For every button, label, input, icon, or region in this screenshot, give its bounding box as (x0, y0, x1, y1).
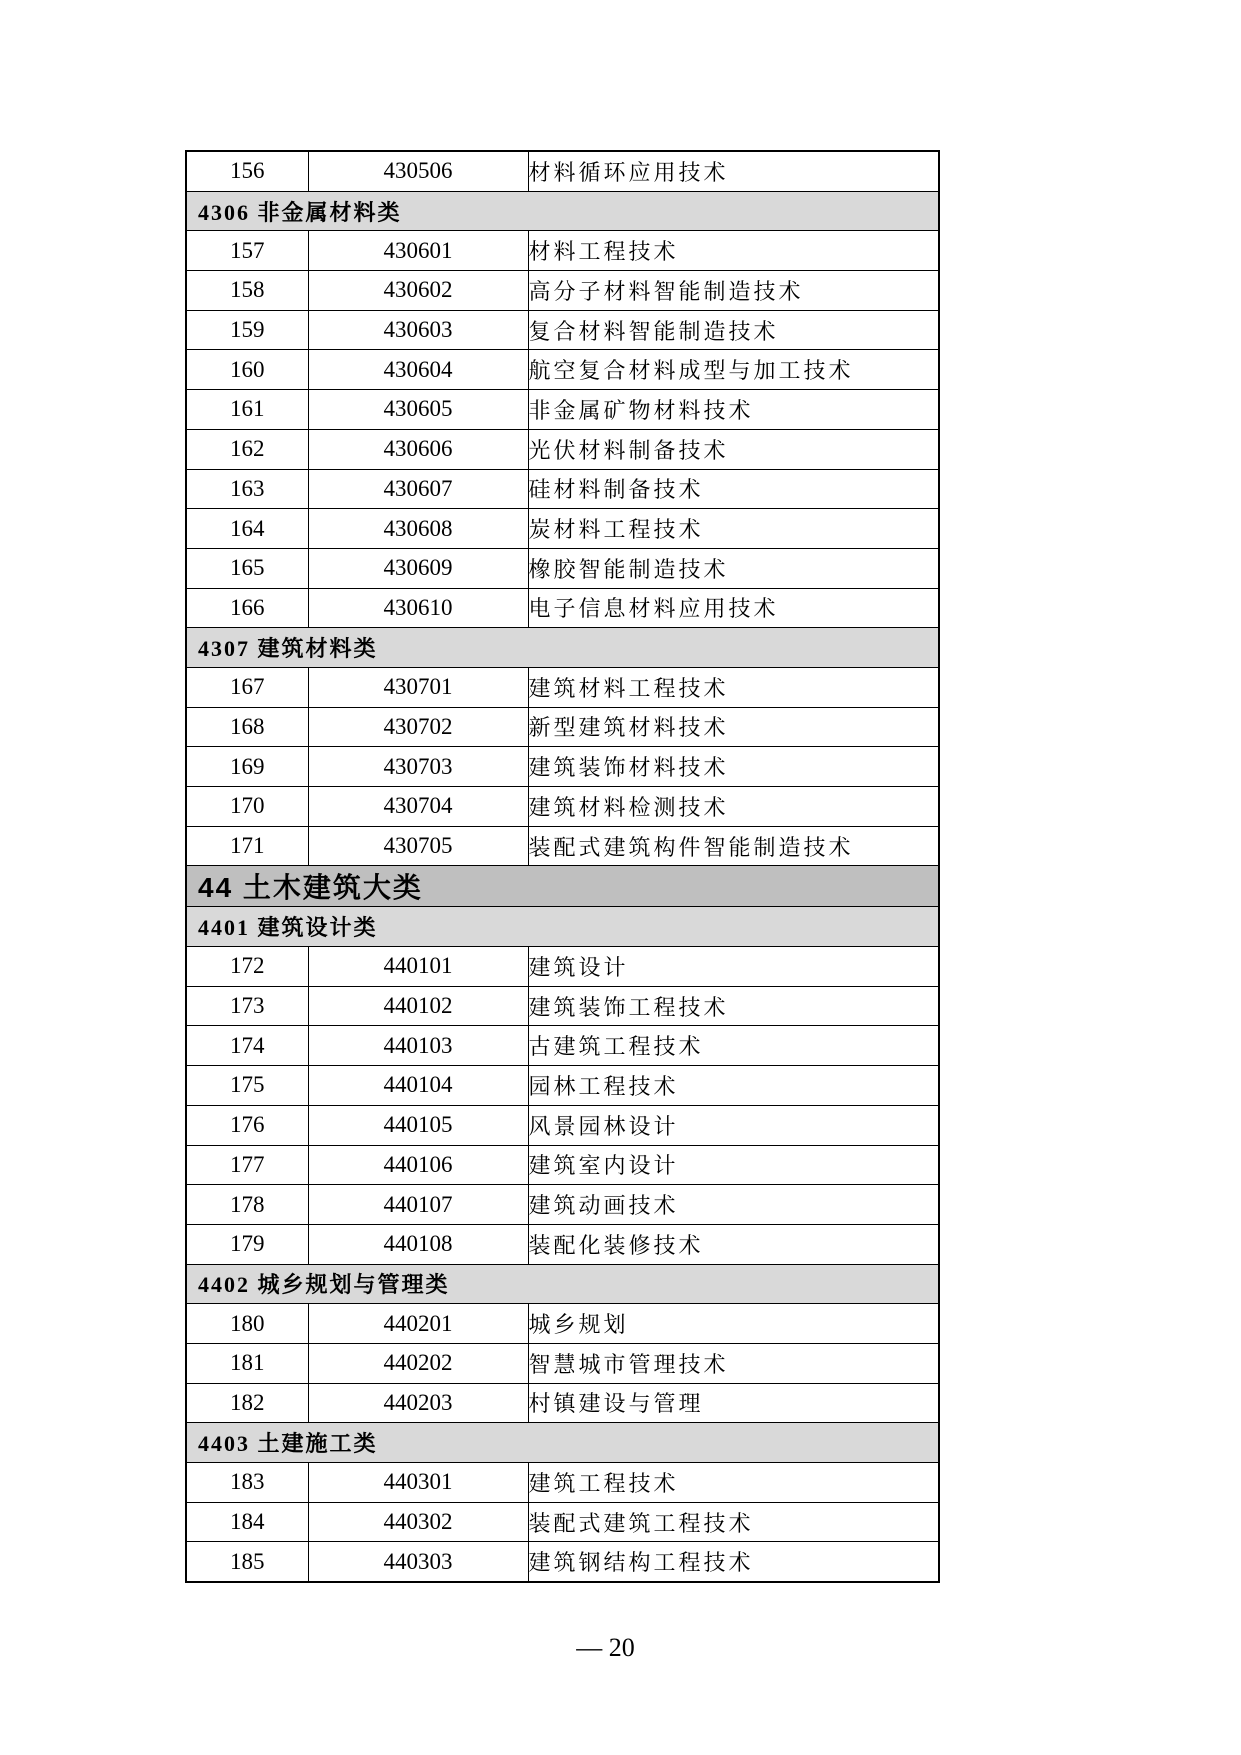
subclass-header-row (186, 628, 939, 668)
row-seq-cell: 172 (186, 947, 308, 987)
row-name-cell: 建筑动画技术 (528, 1185, 939, 1225)
row-code-cell: 440104 (308, 1066, 528, 1106)
row-name-cell: 村镇建设与管理 (528, 1383, 939, 1423)
subclass-header-label: 4306 非金属材料类 (186, 191, 939, 231)
row-name-cell: 城乡规划 (528, 1304, 939, 1344)
row-seq-cell: 171 (186, 826, 308, 866)
row-seq-cell: 163 (186, 469, 308, 509)
table-row (186, 1383, 939, 1423)
table-row (186, 1066, 939, 1106)
row-seq-cell: 173 (186, 986, 308, 1026)
row-code-cell: 440108 (308, 1224, 528, 1264)
row-name-cell: 建筑材料工程技术 (528, 667, 939, 707)
row-code-cell: 440101 (308, 947, 528, 987)
row-name-cell: 建筑设计 (528, 947, 939, 987)
table-body (186, 151, 939, 1582)
row-name-cell: 硅材料制备技术 (528, 469, 939, 509)
row-name-cell: 橡胶智能制造技术 (528, 548, 939, 588)
row-name-cell: 建筑钢结构工程技术 (528, 1542, 939, 1582)
row-code-cell: 430607 (308, 469, 528, 509)
table-row (186, 707, 939, 747)
row-seq-cell: 178 (186, 1185, 308, 1225)
row-seq-cell: 169 (186, 747, 308, 787)
row-name-cell: 高分子材料智能制造技术 (528, 271, 939, 311)
row-name-cell: 非金属矿物材料技术 (528, 390, 939, 430)
row-name-cell: 装配式建筑构件智能制造技术 (528, 826, 939, 866)
major-codes-table (185, 150, 940, 1583)
row-name-cell: 光伏材料制备技术 (528, 429, 939, 469)
row-seq-cell: 181 (186, 1343, 308, 1383)
table-row (186, 947, 939, 987)
row-name-cell: 炭材料工程技术 (528, 509, 939, 549)
row-code-cell: 430605 (308, 390, 528, 430)
subclass-header-label: 4402 城乡规划与管理类 (186, 1264, 939, 1304)
row-seq-cell: 174 (186, 1026, 308, 1066)
table-row (186, 1145, 939, 1185)
row-seq-cell: 157 (186, 231, 308, 271)
row-seq-cell: 168 (186, 707, 308, 747)
table-row (186, 1105, 939, 1145)
row-code-cell: 430702 (308, 707, 528, 747)
table-row (186, 469, 939, 509)
row-seq-cell: 158 (186, 271, 308, 311)
table-row (186, 1343, 939, 1383)
row-code-cell: 430704 (308, 787, 528, 827)
row-seq-cell: 183 (186, 1463, 308, 1503)
table-row (186, 310, 939, 350)
table-row (186, 1185, 939, 1225)
class-header-row (186, 866, 939, 907)
row-seq-cell: 167 (186, 667, 308, 707)
row-code-cell: 440302 (308, 1502, 528, 1542)
row-code-cell: 430506 (308, 151, 528, 191)
row-seq-cell: 159 (186, 310, 308, 350)
table-row (186, 667, 939, 707)
subclass-header-row (186, 1264, 939, 1304)
page-number: — 20 (576, 1633, 635, 1662)
table-row (186, 390, 939, 430)
table-row (186, 826, 939, 866)
table-row (186, 1224, 939, 1264)
table-row (186, 588, 939, 628)
row-seq-cell: 162 (186, 429, 308, 469)
row-code-cell: 440106 (308, 1145, 528, 1185)
table-row (186, 986, 939, 1026)
class-header-label: 44 土木建筑大类 (186, 866, 939, 907)
row-name-cell: 风景园林设计 (528, 1105, 939, 1145)
row-code-cell: 430608 (308, 509, 528, 549)
row-seq-cell: 179 (186, 1224, 308, 1264)
table-row (186, 1304, 939, 1344)
row-seq-cell: 184 (186, 1502, 308, 1542)
row-name-cell: 材料工程技术 (528, 231, 939, 271)
row-name-cell: 建筑工程技术 (528, 1463, 939, 1503)
row-seq-cell: 160 (186, 350, 308, 390)
row-seq-cell: 177 (186, 1145, 308, 1185)
row-code-cell: 440203 (308, 1383, 528, 1423)
table-row (186, 1502, 939, 1542)
row-seq-cell: 182 (186, 1383, 308, 1423)
row-code-cell: 440105 (308, 1105, 528, 1145)
row-code-cell: 430606 (308, 429, 528, 469)
subclass-header-label: 4401 建筑设计类 (186, 907, 939, 947)
row-seq-cell: 156 (186, 151, 308, 191)
row-name-cell: 园林工程技术 (528, 1066, 939, 1106)
row-name-cell: 智慧城市管理技术 (528, 1343, 939, 1383)
table-row (186, 787, 939, 827)
subclass-header-row (186, 191, 939, 231)
row-seq-cell: 176 (186, 1105, 308, 1145)
table-row (186, 350, 939, 390)
row-code-cell: 430609 (308, 548, 528, 588)
row-code-cell: 440103 (308, 1026, 528, 1066)
row-name-cell: 建筑装饰材料技术 (528, 747, 939, 787)
row-name-cell: 航空复合材料成型与加工技术 (528, 350, 939, 390)
row-name-cell: 建筑装饰工程技术 (528, 986, 939, 1026)
subclass-header-label: 4403 土建施工类 (186, 1423, 939, 1463)
table-row (186, 1463, 939, 1503)
row-name-cell: 电子信息材料应用技术 (528, 588, 939, 628)
row-code-cell: 440201 (308, 1304, 528, 1344)
row-seq-cell: 180 (186, 1304, 308, 1344)
row-code-cell: 430603 (308, 310, 528, 350)
row-seq-cell: 164 (186, 509, 308, 549)
row-name-cell: 材料循环应用技术 (528, 151, 939, 191)
table-row (186, 231, 939, 271)
row-code-cell: 430602 (308, 271, 528, 311)
row-seq-cell: 161 (186, 390, 308, 430)
row-name-cell: 装配化装修技术 (528, 1224, 939, 1264)
row-name-cell: 新型建筑材料技术 (528, 707, 939, 747)
row-code-cell: 430604 (308, 350, 528, 390)
table-row (186, 509, 939, 549)
row-name-cell: 装配式建筑工程技术 (528, 1502, 939, 1542)
row-seq-cell: 175 (186, 1066, 308, 1106)
row-code-cell: 440303 (308, 1542, 528, 1582)
row-name-cell: 建筑室内设计 (528, 1145, 939, 1185)
row-code-cell: 440102 (308, 986, 528, 1026)
table-row (186, 429, 939, 469)
row-code-cell: 440301 (308, 1463, 528, 1503)
row-code-cell: 430701 (308, 667, 528, 707)
row-seq-cell: 170 (186, 787, 308, 827)
row-code-cell: 440202 (308, 1343, 528, 1383)
row-code-cell: 430601 (308, 231, 528, 271)
row-seq-cell: 165 (186, 548, 308, 588)
row-name-cell: 建筑材料检测技术 (528, 787, 939, 827)
table-row (186, 747, 939, 787)
row-seq-cell: 166 (186, 588, 308, 628)
row-name-cell: 古建筑工程技术 (528, 1026, 939, 1066)
row-seq-cell: 185 (186, 1542, 308, 1582)
table-row (186, 548, 939, 588)
subclass-header-label: 4307 建筑材料类 (186, 628, 939, 668)
table-row (186, 1542, 939, 1582)
row-code-cell: 430705 (308, 826, 528, 866)
subclass-header-row (186, 907, 939, 947)
row-name-cell: 复合材料智能制造技术 (528, 310, 939, 350)
table-row (186, 1026, 939, 1066)
row-code-cell: 430703 (308, 747, 528, 787)
table-row (186, 151, 939, 191)
table-row (186, 271, 939, 311)
subclass-header-row (186, 1423, 939, 1463)
row-code-cell: 440107 (308, 1185, 528, 1225)
row-code-cell: 430610 (308, 588, 528, 628)
